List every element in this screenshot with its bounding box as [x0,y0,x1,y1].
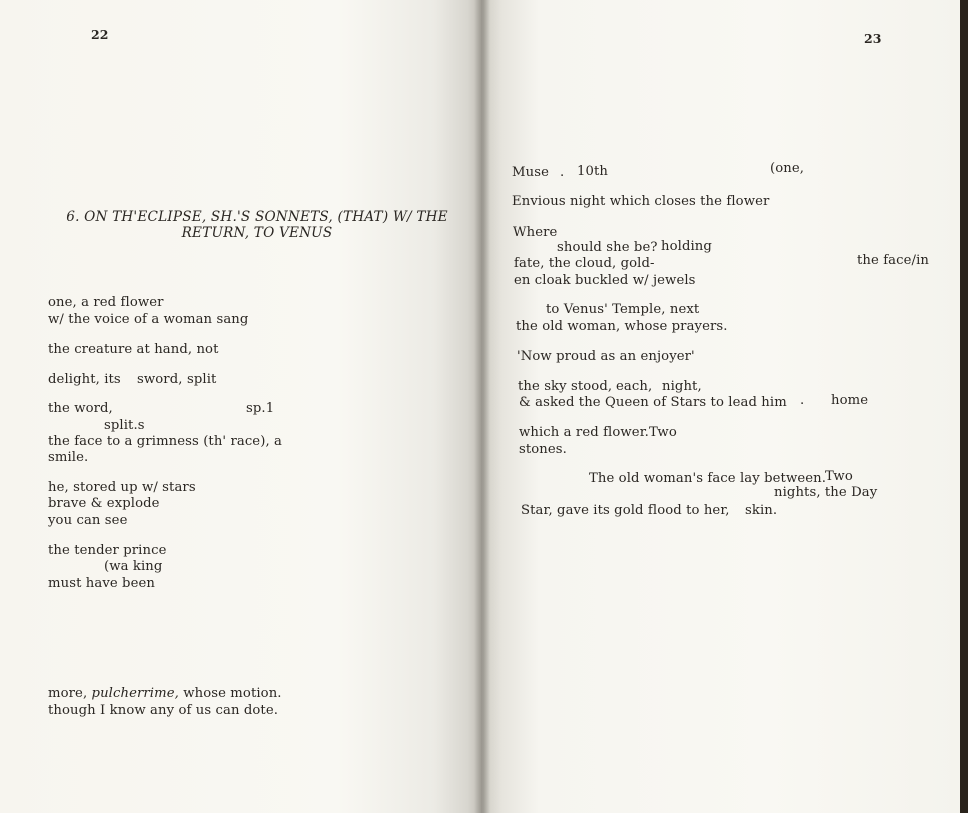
poem-word: more, [48,686,88,701]
poem-line: the word, [48,401,113,416]
poem-line: to Venus' Temple, next [546,302,700,317]
poem-line: . [560,165,565,180]
poem-line: Envious night which closes the flower [512,194,770,209]
book-gutter-shadow [474,0,490,813]
poem-line: holding [661,239,712,254]
poem-line [48,686,282,702]
poem-line: en cloak buckled w/ jewels [514,273,696,288]
poem-line: 'Now proud as an enjoyer' [517,349,695,364]
poem-line: sword, [137,372,183,387]
poem-line: the sky stood, [518,379,613,394]
poem-line: fate, the cloud, gold- [514,256,655,271]
poem-word: whose motion. [183,686,282,701]
poem-line: the creature at hand, not [48,342,219,357]
poem-line: Muse [512,165,549,180]
poem-line: brave & explode [48,496,160,511]
poem-line: though I know any of us can dote. [48,703,279,718]
poem-line: The old woman's face lay between. [589,471,827,486]
poem-title-line-1: 6. ON TH'ECLIPSE, SH.'S SONNETS, (THAT) W/ THE [66,209,448,225]
poem-line: one, a red flower [48,295,164,310]
poem-line: the face/in [857,253,929,268]
poem-line: Star, gave its gold flood to her, [521,503,730,518]
poem-line: (one, [770,161,805,176]
poem-line: the old woman, whose prayers. [516,319,728,334]
poem-line: must have been [48,576,156,591]
poem-line: he, stored up w/ stars [48,480,196,495]
poem-line: the tender prince [48,543,167,558]
poem-word-italic: pulcherrime, [91,686,179,701]
book-edge [960,0,968,813]
right-page [482,0,960,813]
poem-line: . [800,393,805,408]
poem-line: each, [616,379,653,394]
poem-line: & asked the Queen of Stars to lead him [519,395,787,410]
poem-line: the face to a grimness (th' race), a [48,434,282,449]
poem-line: should she be? [557,240,658,255]
poem-line: smile. [48,450,89,465]
poem-line: stones. [519,442,567,457]
page-number-right: 23 [864,31,882,46]
page-number-left: 22 [91,27,109,42]
poem-line: 10th [577,164,608,179]
poem-line: Where [513,225,558,240]
poem-line: which a red flower. [519,425,649,440]
poem-line: Two [825,469,853,484]
poem-line: you can see [48,513,128,528]
left-page [0,0,482,813]
poem-line: night, [662,379,702,394]
poem-line: home [831,393,869,408]
poem-line: sp.1 [246,401,275,416]
poem-line: split [187,372,217,387]
poem-line: (wa king [104,559,163,574]
poem-line: split.s [104,418,145,433]
poem-line: skin. [745,503,778,518]
poem-title-line-2: RETURN, TO VENUS [181,225,333,241]
poem-line: Two [649,425,677,440]
poem-line: w/ the voice of a woman sang [48,312,249,327]
poem-line: delight, its [48,372,121,387]
poem-line: nights, the Day [774,485,878,500]
